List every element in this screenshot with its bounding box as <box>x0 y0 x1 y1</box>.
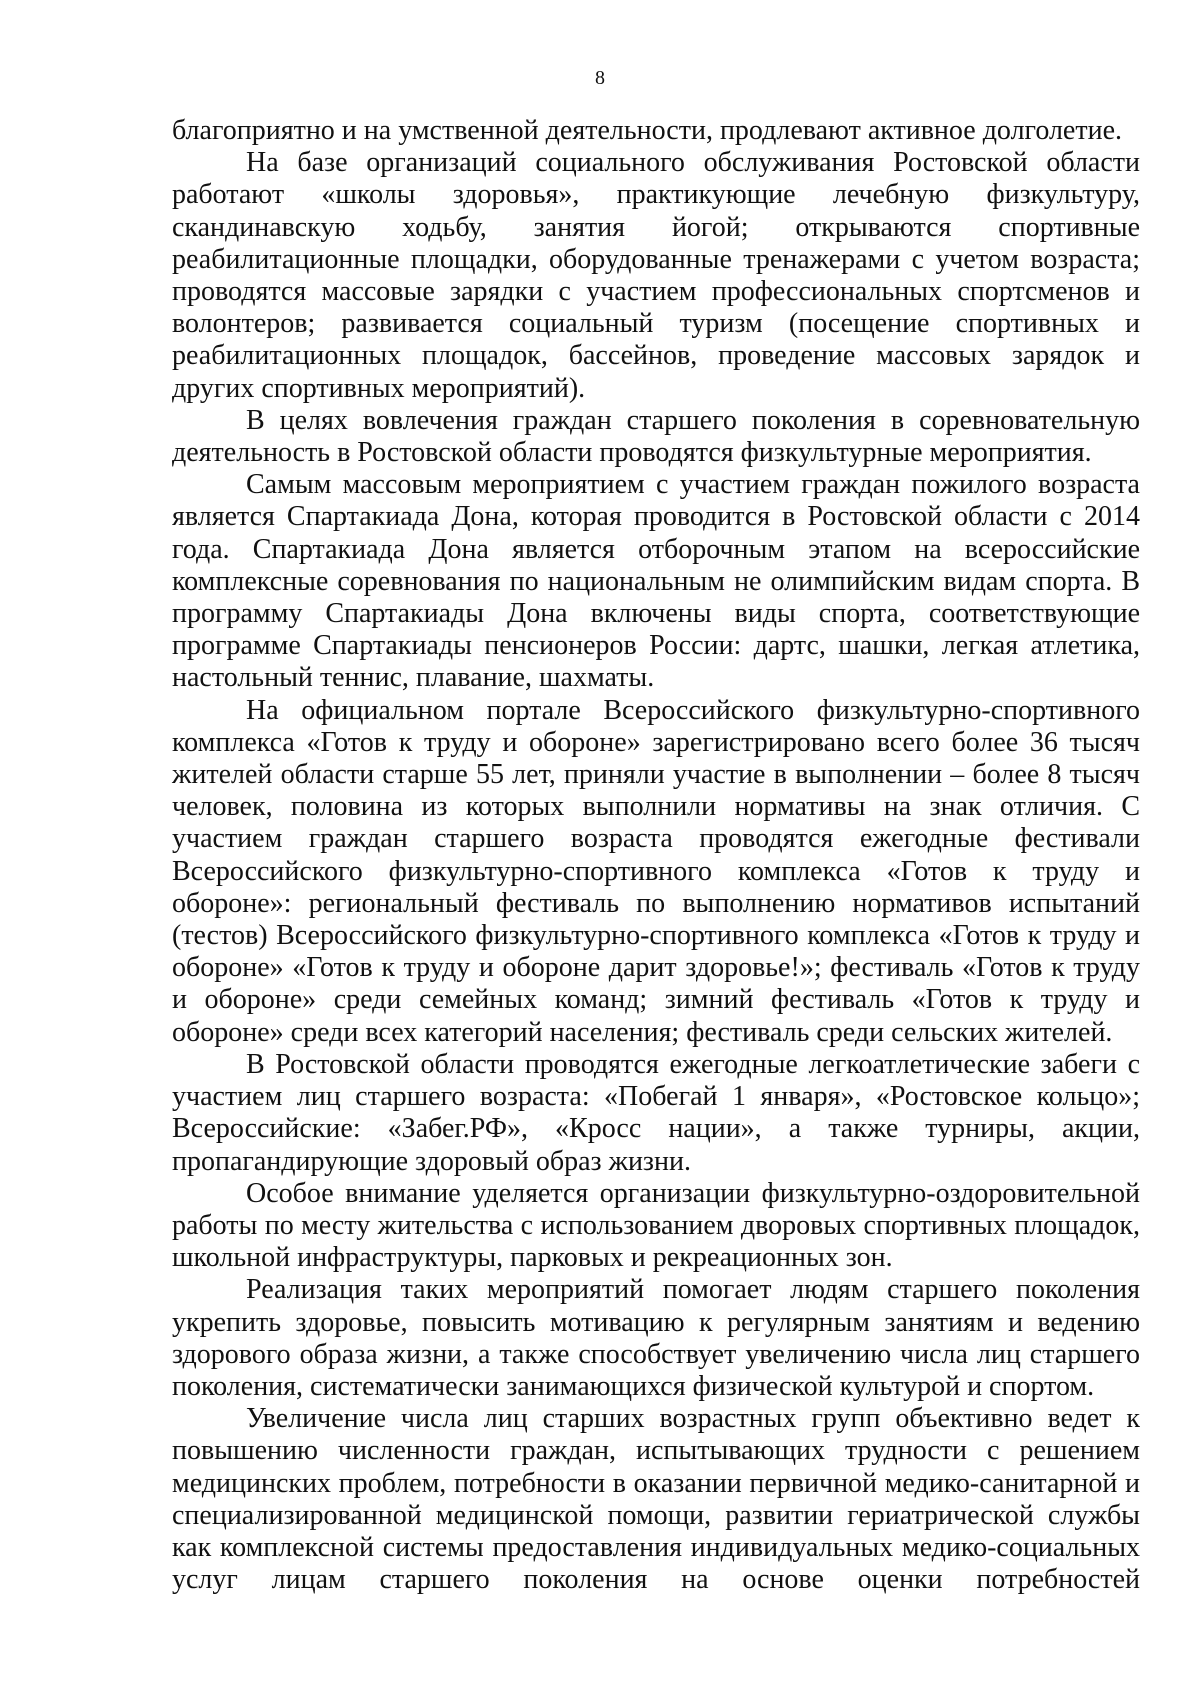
body-text <box>172 115 1140 1596</box>
paragraph-gto: На официальном портале Всероссийского физкультурно-спортивного комплекса «Готов к труду и обороне» зарегистрировано всего более 36 тысяч жителей области старше 55 лет, приняли участие в выполнении – более 8 тысяч человек, половина из которых выполнили нормативы на знак отличия. С участием граждан старшего возраста проводятся ежегодные фестивали Всероссийского физкультурно-спортивного комплекса «Готов к труду и обороне»: региональный фестиваль по выполнению нормативов испытаний (тестов) Всероссийского физкультурно-спортивного комплекса «Готов к труду и обороне» «Готов к труду и обороне дарит здоровье!»; фестиваль «Готов к труду и обороне» среди семейных команд; зимний фестиваль «Готов к труду и обороне» среди всех категорий населения; фестиваль среди сельских жителей. <box>172 694 1140 1048</box>
paragraph-health-schools: На базе организаций социального обслуживания Ростовской области работают «школы здоровья», практикующие лечебную физкультуру, скандинавскую ходьбу, занятия йогой; открываются спортивные реабилитационные площадки, оборудованные тренажерами с учетом возраста; проводятся массовые зарядки с участием профессиональных спортсменов и волонтеров; развивается социальный туризм (посещение спортивных и реабилитационных площадок, бассейнов, проведение массовых зарядок и других спортивных мероприятий). <box>172 147 1140 404</box>
paragraph-competitive-activity: В целях вовлечения граждан старшего поколения в соревновательную деятельность в Ростовской области проводятся физкультурные мероприятия. <box>172 404 1140 469</box>
paragraph-spartakiada: Самым массовым мероприятием с участием граждан пожилого возраста является Спартакиада Дона, которая проводится в Ростовской области с 2014 года. Спартакиада Дона является отборочным этапом на всероссийские комплексные соревнования по национальным не олимпийским видам спорта. В программу Спартакиады Дона включены виды спорта, соответствующие программе Спартакиады пенсионеров России: дартс, шашки, легкая атлетика, настольный теннис, плавание, шахматы. <box>172 469 1140 694</box>
paragraph-races: В Ростовской области проводятся ежегодные легкоатлетические забеги с участием лиц старшего возраста: «Побегай 1 января», «Ростовское кольцо»; Всероссийские: «Забег.РФ», «Кросс нации», а также турниры, акции, пропагандирующие здоровый образ жизни. <box>172 1048 1140 1177</box>
page-number: 8 <box>595 67 605 89</box>
paragraph-continuation: благоприятно и на умственной деятельности, продлевают активное долголетие. <box>172 115 1123 146</box>
paragraph-implementation: Реализация таких мероприятий помогает людям старшего поколения укрепить здоровье, повысить мотивацию к регулярным занятиям и ведению здорового образа жизни, а также способствует увеличению числа лиц старшего поколения, систематически занимающихся физической культурой и спортом. <box>172 1274 1140 1402</box>
paragraph-residence-sports: Особое внимание уделяется организации физкультурно-оздоровительной работы по месту жительства с использованием дворовых спортивных площадок, школьной инфраструктуры, парковых и рекреационных зон. <box>172 1177 1140 1274</box>
paragraph-medical-needs: Увеличение числа лиц старших возрастных групп объективно ведет к повышению численности граждан, испытывающих трудности с решением медицинских проблем, потребности в оказании первичной медико-санитарной и специализированной медицинской помощи, развитии гериатрической службы как комплексной системы предоставления индивидуальных медико-социальных услуг лицам старшего поколения на основе оценки потребностей <box>172 1403 1140 1596</box>
